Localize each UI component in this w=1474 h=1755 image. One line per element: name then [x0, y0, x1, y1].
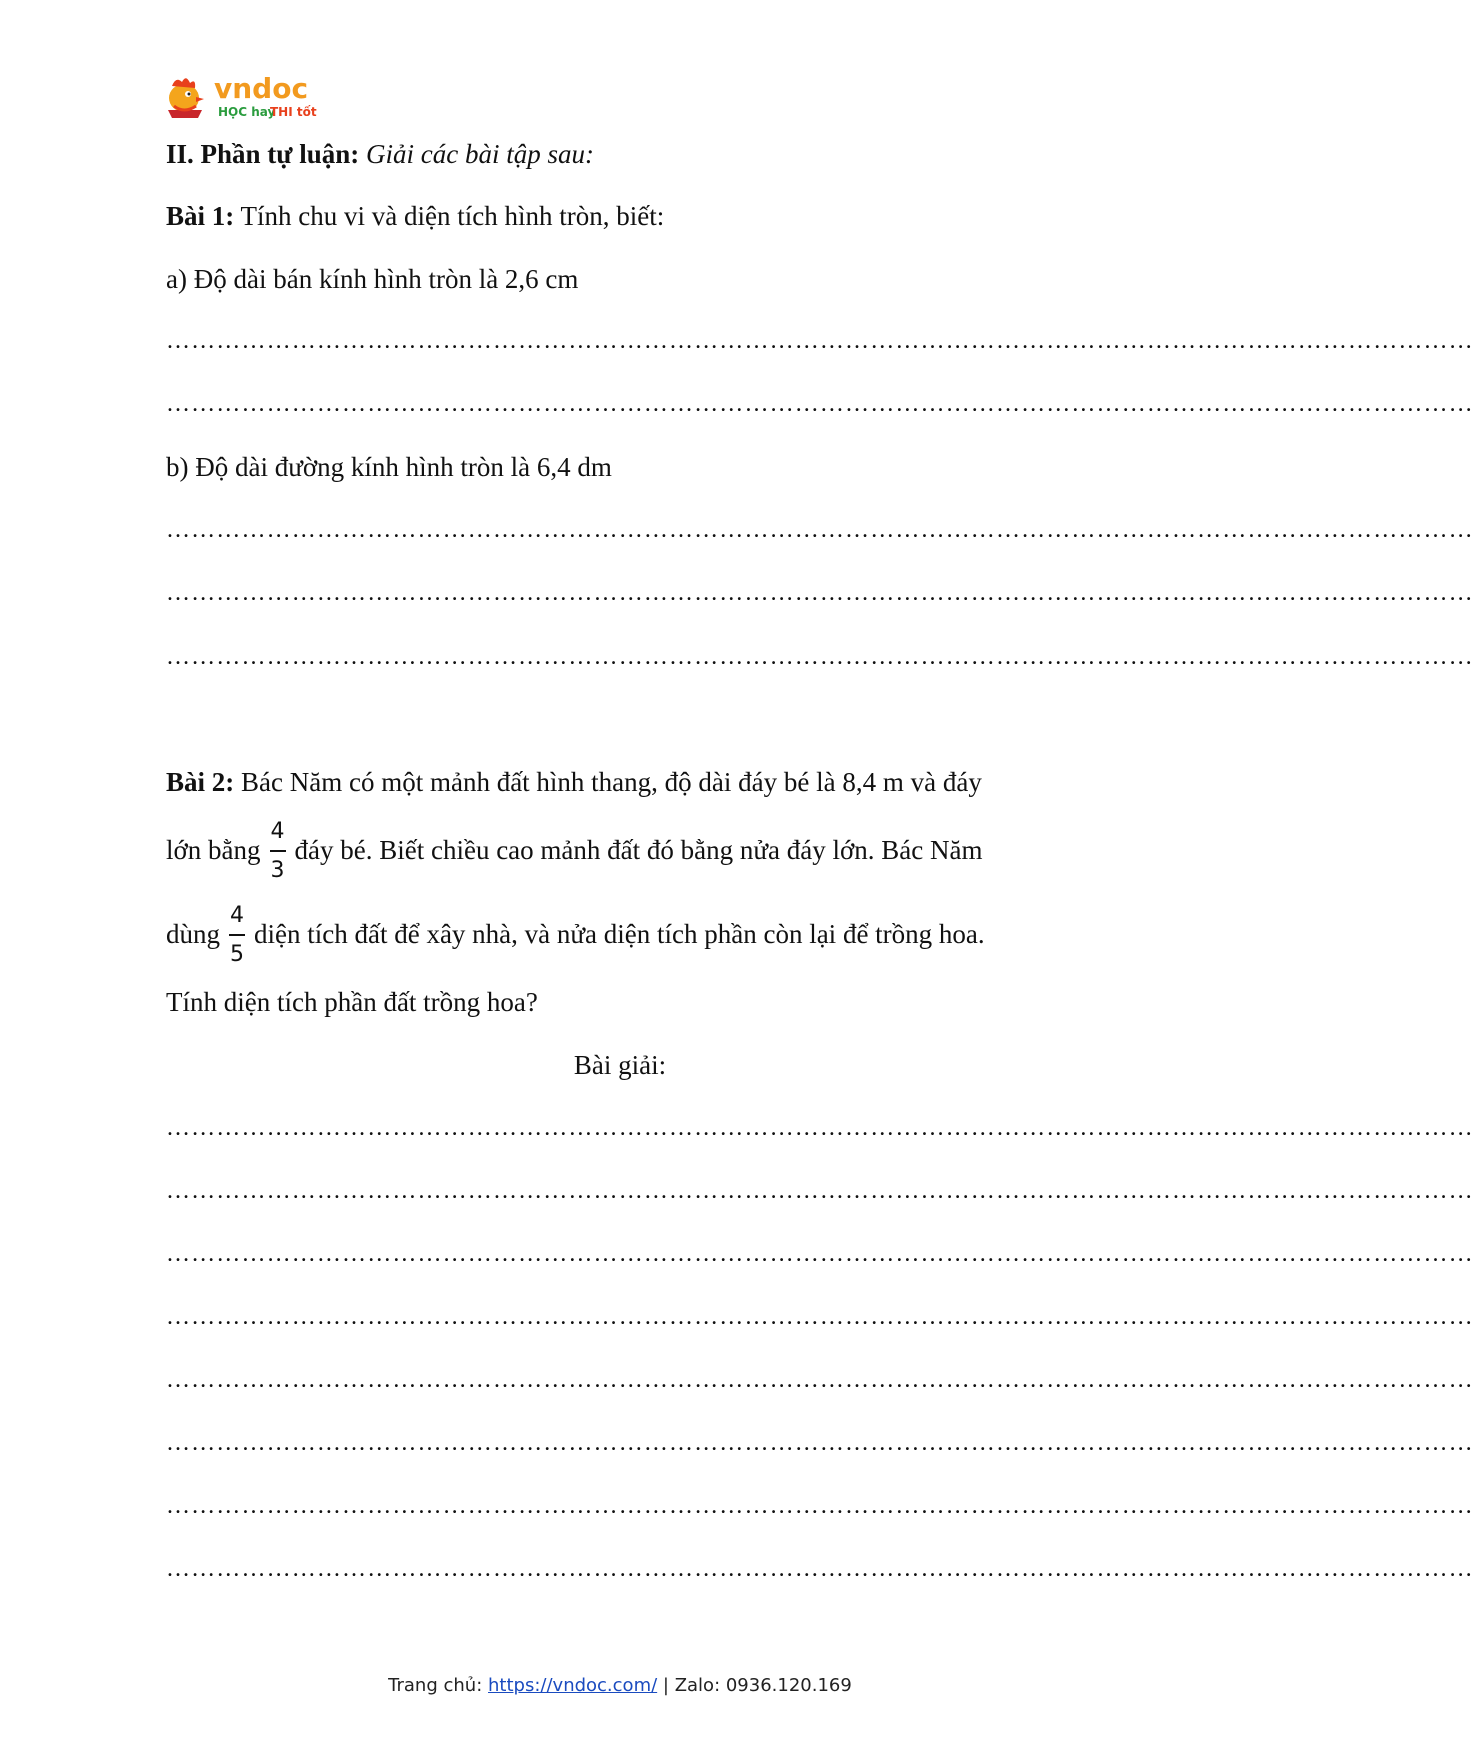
- bai2-text-3a: dùng: [166, 919, 220, 949]
- vndoc-tagline-2: THI tốt: [270, 105, 317, 119]
- bai1-part-b: b) Độ dài đường kính hình tròn là 6,4 dm: [166, 452, 612, 482]
- answer-line: …………………………………………………………………………………………………………………………………………: [166, 328, 1474, 354]
- section-instruction: Giải các bài tập sau:: [366, 139, 594, 169]
- answer-line: …………………………………………………………………………………………………………………………………………: [166, 644, 1474, 670]
- bai1-label: Bài 1:: [166, 201, 235, 231]
- vndoc-tagline-1: HỌC hay: [218, 105, 276, 119]
- footer-home-label: Trang chủ:: [388, 1675, 483, 1696]
- bai2-line-3: [166, 903, 985, 967]
- answer-line: …………………………………………………………………………………………………………………………………………: [166, 517, 1474, 543]
- answer-line: …………………………………………………………………………………………………………………………………………: [166, 1115, 1474, 1141]
- answer-line: …………………………………………………………………………………………………………………………………………: [166, 1430, 1474, 1456]
- bai1-text: Tính chu vi và diện tích hình tròn, biết:: [240, 201, 665, 231]
- bai2-line-2: [166, 819, 983, 883]
- bai1-part-a: a) Độ dài bán kính hình tròn là 2,6 cm: [166, 264, 579, 294]
- bai2-text-3b: diện tích đất để xây nhà, và nửa diện tích phần còn lại để trồng hoa.: [254, 919, 985, 949]
- answer-line: …………………………………………………………………………………………………………………………………………: [166, 1178, 1474, 1204]
- section-heading: [166, 141, 594, 168]
- solution-heading: Bài giải:: [573, 1050, 667, 1080]
- answer-line: …………………………………………………………………………………………………………………………………………: [166, 1367, 1474, 1393]
- bai2-text-2a: lớn bằng: [166, 835, 261, 865]
- answer-line: …………………………………………………………………………………………………………………………………………: [166, 1493, 1474, 1519]
- fraction-four-thirds: $\frac{4}{3}$: [270, 819, 285, 883]
- footer-separator: |: [657, 1675, 675, 1696]
- bai2-line-4: Tính diện tích phần đất trồng hoa?: [166, 987, 538, 1017]
- answer-line: …………………………………………………………………………………………………………………………………………: [166, 1241, 1474, 1267]
- answer-line: …………………………………………………………………………………………………………………………………………: [166, 1556, 1474, 1582]
- fraction-four-fifths: $\frac{4}{5}$: [230, 903, 244, 967]
- bai2-text-1: Bác Năm có một mảnh đất hình thang, độ dài đáy bé là 8,4 m và đáy: [241, 767, 982, 797]
- vndoc-logo-graphic: [166, 70, 331, 122]
- section-title: II. Phần tự luận:: [166, 139, 360, 169]
- bai2-label: Bài 2:: [166, 767, 235, 797]
- answer-line: …………………………………………………………………………………………………………………………………………: [166, 391, 1474, 417]
- bai2-line-1: [166, 769, 982, 796]
- vndoc-wordmark: vndoc: [214, 72, 309, 105]
- vndoc-logo: [166, 70, 331, 122]
- bai2-text-2b: đáy bé. Biết chiều cao mảnh đất đó bằng nửa đáy lớn. Bác Năm: [294, 835, 983, 865]
- answer-line: …………………………………………………………………………………………………………………………………………: [166, 580, 1474, 606]
- footer-home-link[interactable]: https://vndoc.com/: [488, 1675, 658, 1696]
- footer-zalo: Zalo: 0936.120.169: [674, 1675, 852, 1696]
- page-footer: [0, 1675, 1240, 1696]
- answer-line: …………………………………………………………………………………………………………………………………………: [166, 1304, 1474, 1330]
- bai1-question: [166, 203, 664, 230]
